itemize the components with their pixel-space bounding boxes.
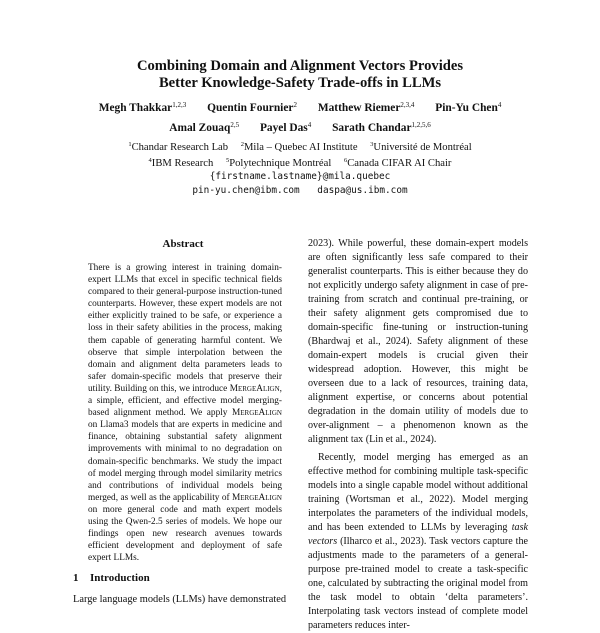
author: [332, 122, 431, 134]
affiliation: [370, 142, 472, 153]
affiliation-sup: 5: [225, 157, 230, 164]
affiliation: [344, 158, 452, 169]
email-address[interactable]: {firstname.lastname}@mila.quebec: [209, 171, 391, 182]
email-line-1: [0, 170, 600, 184]
author-affil-sup: 2: [293, 101, 297, 109]
author: [99, 102, 187, 114]
title-line-1: Combining Domain and Alignment Vectors Provides: [136, 58, 464, 74]
affiliation-block: [0, 138, 600, 198]
author-line-1: [0, 97, 600, 117]
abstract-heading: Abstract: [162, 238, 204, 250]
affiliation-sup: 2: [240, 141, 244, 148]
author-name: Megh Thakkar: [98, 102, 173, 114]
affiliation-sup: 1: [128, 141, 132, 148]
method-name: MergeAlign: [232, 408, 282, 419]
affiliation-line-1: [0, 138, 600, 154]
author-name: Matthew Riemer: [317, 102, 401, 114]
paragraph: 2023). While powerful, these domain-expert models are often significantly less safe compared to their generalist counterparts. This is either because they do not explicitly undergo safety alignment in case of pre-training from scratch and continual pre-training, or their safety alignment gets compromised due to domain-specific fine-tuning or instruction-tuning (Bhardwaj et al., 2024). Safety alignment of these domain-expert models is crucial given their widespread adoption. However, this might be overseen due to a lack of resources, training data, alignment expertise, or concerns about potential degradation in the domain utility of models due to over-alignment – a phenomenon known as the alignment tax (Lin et al., 2024).: [308, 238, 528, 445]
author-affil-sup: 2,5: [230, 120, 240, 129]
abstract-text: [88, 262, 282, 564]
email-address[interactable]: pin-yu.chen@ibm.com: [192, 185, 300, 196]
author: [260, 122, 311, 134]
author-affil-sup: 4: [497, 101, 502, 109]
section-heading-introduction: [73, 572, 150, 584]
affiliation-name: IBM Research: [151, 158, 214, 169]
author: [169, 122, 239, 134]
affiliation-name: Polytechnique Montréal: [229, 158, 332, 169]
author-affil-sup: 4: [307, 120, 312, 129]
affiliation: [149, 158, 214, 169]
affiliation: [128, 142, 228, 153]
emphasis-term: task vectors: [308, 522, 528, 547]
title-line-2: Better Knowledge-Safety Trade-offs in LLMs: [158, 74, 442, 91]
author: [207, 102, 297, 114]
author-line-2: [0, 117, 600, 137]
affiliation-sup: 4: [148, 157, 152, 164]
email-line-2: [0, 184, 600, 198]
author-affil-sup: 1,2,3: [172, 101, 187, 109]
abstract-text-part: There is a growing interest in training domain-expert LLMs that excel in specific technical fields compared to their general-purpose instruction-tuned counterparts. However, these expert models are not either explicitly trained to be safe, or experience a loss in their safety abilities in the process, making them capable of generating harmful content. We observe that simple interpolation between the domain and alignment delta parameters leads to safer domain-specific models that preserve their utility. Building on this, we introduce: [88, 263, 282, 394]
abstract-text-part: on Llama3 models that are experts in medicine and finance, obtaining substantial safety alignment improvements with minimal to no degradation on domain-specific benchmarks. We study the impact of model merging through model similarity metrics and contributions of individual models being merged, as well as the applicability of: [88, 420, 282, 503]
affiliation-name: Canada CIFAR AI Chair: [347, 158, 452, 169]
author: [318, 102, 415, 114]
affiliation-name: Chandar Research Lab: [131, 142, 229, 153]
right-column: [308, 237, 528, 633]
author-name: Payel Das: [259, 121, 308, 134]
author-name: Amal Zouaq: [169, 121, 231, 134]
affiliation-line-2: [0, 154, 600, 170]
affiliation-sup: 6: [343, 157, 348, 164]
email-address[interactable]: daspa@us.ibm.com: [317, 185, 408, 196]
paper-title: [0, 58, 600, 91]
author-name: Quentin Fournier: [207, 102, 294, 114]
paragraph: [308, 451, 528, 633]
email-block: [0, 170, 600, 198]
method-name: MergeAlign: [232, 492, 282, 503]
abstract-text-part: , a simple, efficient, and effective model merging-based alignment method. We apply: [88, 383, 282, 419]
method-name: MergeAlign: [229, 383, 280, 394]
section-number: 1: [73, 572, 79, 584]
author-list: [0, 97, 600, 136]
author-name: Pin-Yu Chen: [435, 102, 498, 114]
paragraph-text: Recently, model merging has emerged as an effective method for combining multiple task-specific models into a single capable model without additional training (Wortsman et al., 2022). Model merging interpolates the parameters of the individual models, and has been extended to LLMs by leveraging: [308, 452, 528, 533]
affiliation-name: Université de Montréal: [373, 142, 472, 153]
section-title: Introduction: [90, 572, 150, 584]
author-affil-sup: 1,2,5,6: [411, 120, 431, 129]
abstract-text-part: on more general code and math expert models using the Qwen-2.5 series of models. We hope our findings open new research avenues towards efficient development and deployment of safe expert LLMs.: [88, 504, 282, 564]
affiliation-sup: 3: [370, 141, 374, 148]
affiliation: [241, 142, 358, 153]
introduction-first-line: Large language models (LLMs) have demonstrated: [73, 594, 287, 605]
author-name: Sarath Chandar: [332, 121, 412, 134]
affiliation-name: Mila – Quebec AI Institute: [243, 142, 358, 153]
affiliation: [226, 158, 331, 169]
author-affil-sup: 2,3,4: [400, 101, 415, 109]
paragraph-text: (Ilharco et al., 2023). Task vectors capture the adjustments made to the parameters of a general-purpose pre-trained model to create a task-specific one, calculated by subtracting the original model from the task model to obtain ‘delta parameters’. Interpolating task vectors instead of complete model parameters reduces inter-: [308, 536, 528, 631]
author: [435, 102, 501, 114]
